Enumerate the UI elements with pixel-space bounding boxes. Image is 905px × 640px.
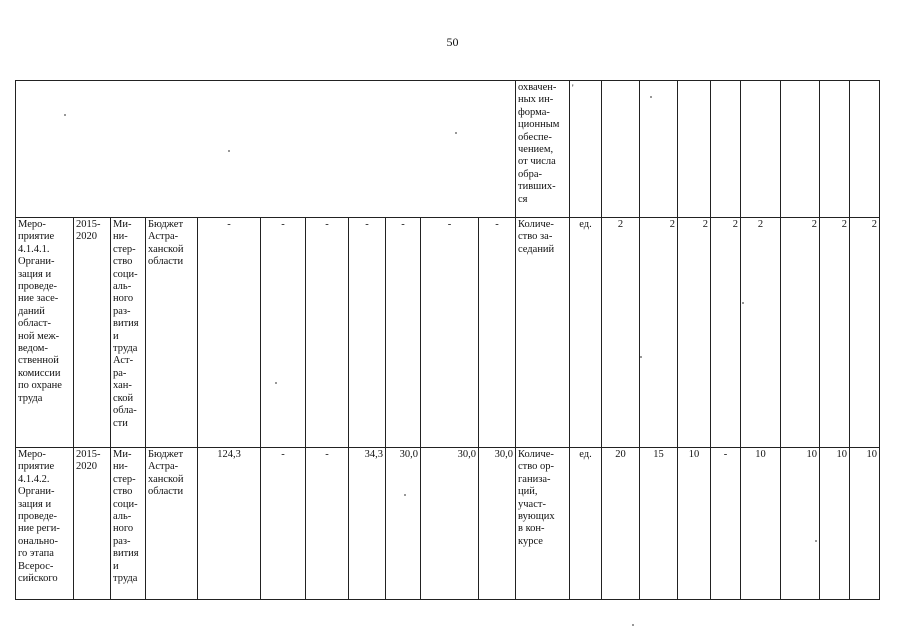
empty-continuation-cell xyxy=(16,81,516,218)
unit-cell: ед. xyxy=(570,448,602,600)
period-cell: 2015- 2020 xyxy=(74,448,111,600)
fin-cell: - xyxy=(349,218,386,448)
executor-cell: Ми- ни- стер- ство соци- aль- ного раз- вития и труда Аст- ра- хан- ской обла- сти xyxy=(111,218,146,448)
value-cell xyxy=(850,81,880,218)
fin-cell: 34,3 xyxy=(349,448,386,600)
scan-speck xyxy=(64,114,66,116)
value-cell: 2 xyxy=(741,218,781,448)
value-cell: 10 xyxy=(781,448,820,600)
table-row xyxy=(16,448,880,600)
fin-cell: - xyxy=(261,218,306,448)
fin-cell: - xyxy=(306,218,349,448)
fin-cell: - xyxy=(198,218,261,448)
fin-cell: 30,0 xyxy=(421,448,479,600)
value-cell: 2 xyxy=(781,218,820,448)
value-cell: 10 xyxy=(850,448,880,600)
measure-cell: Меро- приятие 4.1.4.1. Органи- зация и проведе- ние засе- даний област- ной меж- ведом- ственной комиссии по охране труда xyxy=(16,218,74,448)
measure-cell: Меро- приятие 4.1.4.2. Органи- зация и проведе- ние реги- онально- го этапа Всерос- сийского xyxy=(16,448,74,600)
fin-cell: - xyxy=(261,448,306,600)
value-cell: 2 xyxy=(850,218,880,448)
unit-cell xyxy=(570,81,602,218)
scan-speck xyxy=(632,624,634,626)
source-cell: Бюджет Астра- ханской области xyxy=(146,218,198,448)
value-cell xyxy=(741,81,781,218)
value-cell xyxy=(711,81,741,218)
scan-speck xyxy=(650,96,652,98)
stray-mark: ' xyxy=(572,83,574,93)
executor-cell: Ми- ни- стер- ство соци- аль- ного раз- вития и труда xyxy=(111,448,146,600)
fin-cell: - xyxy=(421,218,479,448)
value-cell: - xyxy=(711,448,741,600)
indicator-cell: охвачен- ных ин- форма- ционным обеспе- чением, от числа обра- тивших- ся xyxy=(516,81,570,218)
fin-cell: - xyxy=(306,448,349,600)
unit-cell: ед. xyxy=(570,218,602,448)
scan-speck xyxy=(815,540,817,542)
fin-cell: 124,3 xyxy=(198,448,261,600)
value-cell: 20 xyxy=(602,448,640,600)
value-cell: 2 xyxy=(640,218,678,448)
page-number: 50 xyxy=(446,35,459,49)
value-cell: 10 xyxy=(741,448,781,600)
value-cell: 2 xyxy=(678,218,711,448)
indicator-cell: Количе- ство за- седаний xyxy=(516,218,570,448)
table-row-continuation xyxy=(16,81,880,218)
indicator-cell: Количе- ство ор- ганиза- ций, участ- вующих в кон- курсе xyxy=(516,448,570,600)
fin-cell: - xyxy=(479,218,516,448)
value-cell xyxy=(781,81,820,218)
source-cell: Бюджет Астра- ханской области xyxy=(146,448,198,600)
value-cell: 2 xyxy=(602,218,640,448)
value-cell xyxy=(640,81,678,218)
value-cell: 2 xyxy=(820,218,850,448)
value-cell xyxy=(820,81,850,218)
value-cell: 10 xyxy=(820,448,850,600)
value-cell: 2 xyxy=(711,218,741,448)
fin-cell: 30,0 xyxy=(386,448,421,600)
value-cell: 15 xyxy=(640,448,678,600)
fin-cell: - xyxy=(386,218,421,448)
table-row xyxy=(16,218,880,448)
scan-speck xyxy=(404,494,406,496)
scan-speck xyxy=(228,150,230,152)
value-cell: 10 xyxy=(678,448,711,600)
scan-speck xyxy=(455,132,457,134)
fin-cell: 30,0 xyxy=(479,448,516,600)
scan-speck xyxy=(640,356,642,358)
period-cell: 2015- 2020 xyxy=(74,218,111,448)
scan-speck xyxy=(275,382,277,384)
value-cell xyxy=(678,81,711,218)
value-cell xyxy=(602,81,640,218)
program-table xyxy=(15,80,880,600)
scan-speck xyxy=(742,302,744,304)
